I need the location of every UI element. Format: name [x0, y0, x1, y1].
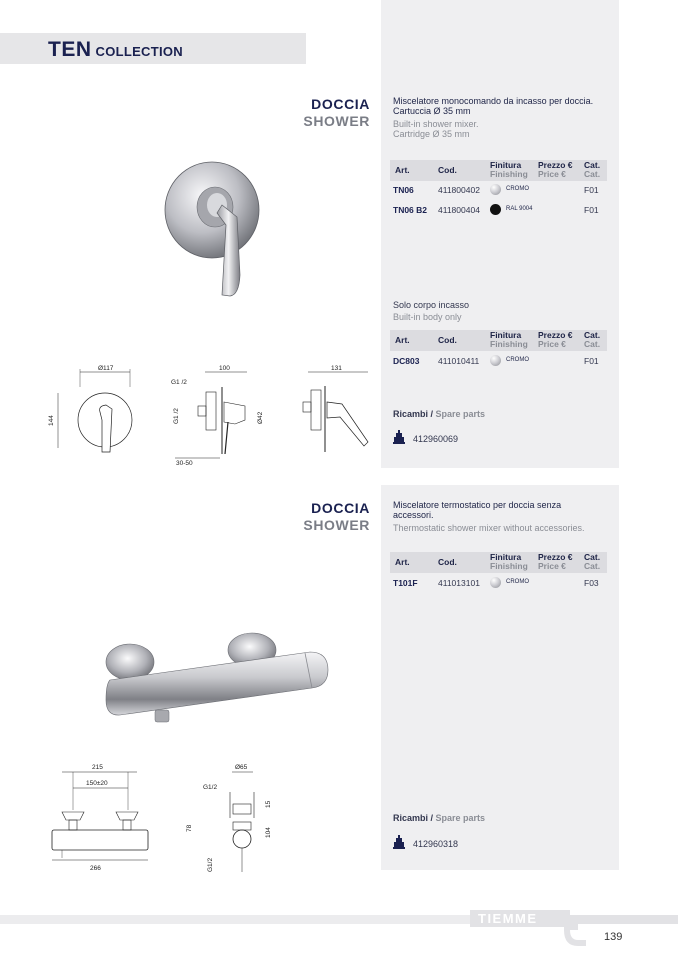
thermostatic-mixer-technical-drawing — [40, 760, 280, 875]
svg-text:104: 104 — [265, 827, 272, 838]
page-number: 139 — [604, 931, 623, 943]
section2-description: Miscelatore termostatico per doccia senza accessori. Thermostatic shower mixer without accessories. — [393, 500, 585, 533]
table-row: DC803 411010411 CROMO F01 — [393, 356, 599, 366]
section2-table-header: Art. Cod. Finitura Finishing Prezzo € Price € Cat. Cat. — [390, 552, 607, 573]
section1-panel — [381, 0, 619, 468]
svg-text:30-50: 30-50 — [176, 460, 193, 467]
svg-text:144: 144 — [48, 415, 55, 426]
built-in-mixer-technical-drawing — [50, 362, 380, 470]
black-swatch-icon — [490, 204, 501, 215]
svg-text:100: 100 — [219, 365, 230, 372]
chrome-swatch-icon — [490, 577, 501, 588]
section1-title: DOCCIA SHOWER — [303, 96, 370, 129]
svg-text:131: 131 — [331, 365, 342, 372]
svg-text:Ø117: Ø117 — [98, 365, 114, 372]
svg-text:G1 /2: G1 /2 — [173, 408, 180, 424]
svg-text:215: 215 — [92, 764, 103, 771]
section1-body-table-header: Art. Cod. Finitura Finishing Prezzo € Price € Cat. Cat. — [390, 330, 607, 351]
table-row: T101F 411013101 CROMO F03 — [393, 578, 599, 588]
collection-title: TEN COLLECTION — [48, 38, 183, 61]
cartridge-icon — [393, 835, 405, 849]
body-only-label: Solo corpo incasso Built-in body only — [393, 300, 470, 322]
section1-description: Miscelatore monocomando da incasso per doccia. Cartuccia Ø 35 mm Built-in shower mixer. Cartridge Ø 35 mm — [393, 96, 594, 139]
svg-text:Ø42: Ø42 — [257, 411, 264, 424]
svg-text:G1/2: G1/2 — [207, 857, 214, 872]
svg-text:266: 266 — [90, 865, 101, 872]
svg-text:Ø65: Ø65 — [235, 764, 248, 771]
spare-part-code: 412960318 — [413, 839, 459, 849]
built-in-shower-mixer-image — [162, 155, 272, 305]
brand-logo-text: TIEMME — [478, 911, 538, 926]
svg-text:150±20: 150±20 — [86, 780, 108, 787]
table-row: TN06 411800402 CROMO F01 — [393, 185, 599, 195]
svg-text:15: 15 — [265, 800, 272, 808]
svg-text:G1 /2: G1 /2 — [171, 379, 187, 386]
chrome-swatch-icon — [490, 184, 501, 195]
chrome-swatch-icon — [490, 355, 501, 366]
spare-part-code: 412960069 — [413, 434, 459, 444]
svg-text:78: 78 — [186, 824, 193, 832]
spare-parts-label: Ricambi / Spare parts — [393, 813, 486, 823]
spare-parts-label: Ricambi / Spare parts — [393, 409, 486, 419]
section1-table-header: Art. Cod. Finitura Finishing Prezzo € Price € Cat. Cat. — [390, 160, 607, 181]
table-row: TN06 B2 411800404 RAL 9004 F01 — [393, 205, 599, 215]
svg-text:G1/2: G1/2 — [203, 784, 218, 791]
cartridge-icon — [393, 430, 405, 444]
section2-title: DOCCIA SHOWER — [303, 500, 370, 533]
thermostatic-shower-mixer-image — [100, 630, 335, 730]
